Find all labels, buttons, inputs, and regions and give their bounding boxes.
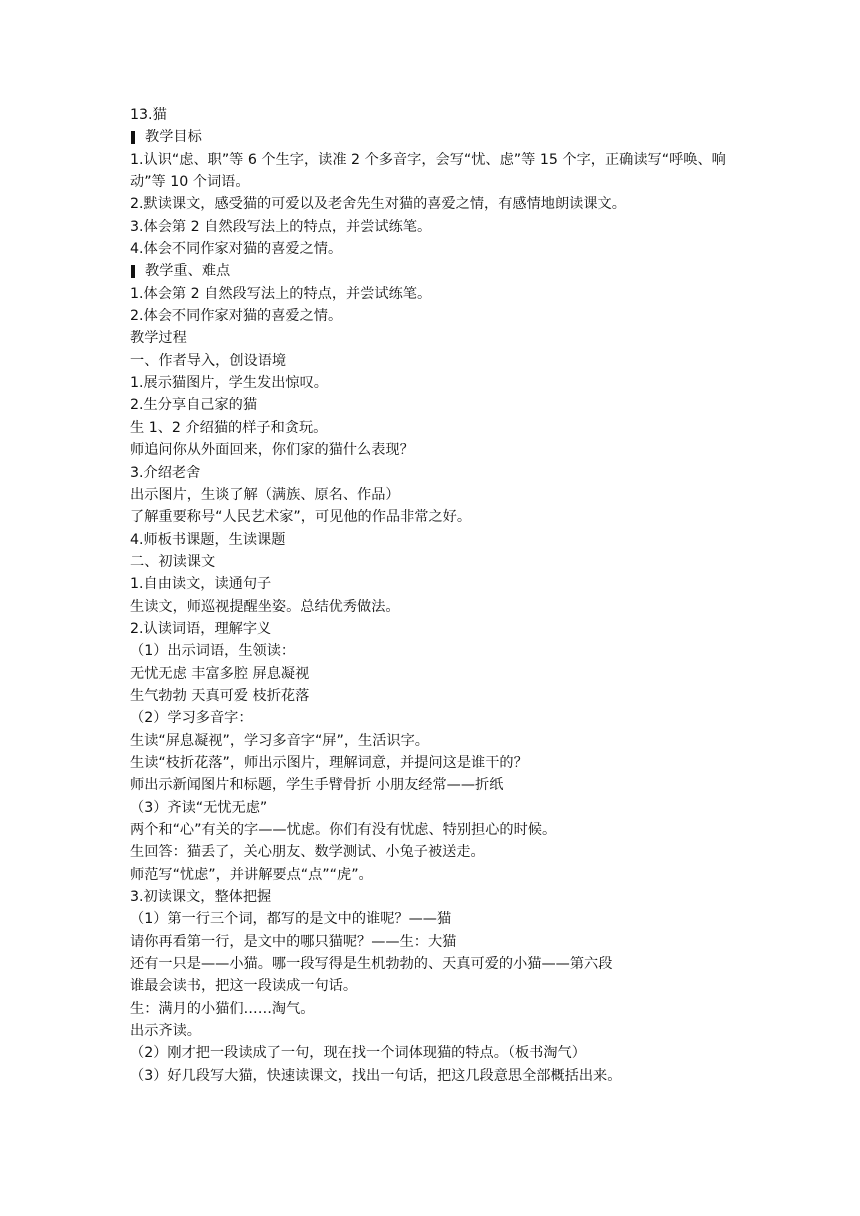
paragraph-line: 生读“屏息凝视”，学习多音字“屏”，生活识字。 bbox=[130, 732, 429, 749]
objective-2: 2.默读课文，感受猫的可爱以及老舍先生对猫的喜爱之情，有感情地朗读课文。 bbox=[130, 196, 626, 213]
paragraph-line: （3）好几段写大猫，快速读课文，找出一句话，把这几段意思全部概括出来。 bbox=[130, 1067, 622, 1084]
bullet-marker-icon bbox=[131, 265, 135, 278]
paragraph-line: 3.初读课文，整体把握 bbox=[130, 889, 272, 906]
key-point-1: 1.体会第 2 自然段写法上的特点，并尝试练笔。 bbox=[130, 285, 432, 302]
objective-3: 3.体会第 2 自然段写法上的特点，并尝试练笔。 bbox=[130, 218, 432, 235]
paragraph-line: 生回答：猫丢了，关心朋友、数学测试、小兔子被送走。 bbox=[130, 844, 485, 861]
paragraph-line: 生读“枝折花落”，师出示图片，理解词意，并提问这是谁干的？ bbox=[130, 754, 528, 771]
section-heading-process: 教学过程 bbox=[130, 330, 187, 347]
paragraph-line: 3.介绍老舍 bbox=[130, 464, 201, 481]
paragraph-line: 2.认读词语，理解字义 bbox=[130, 620, 272, 637]
section-heading-key-points bbox=[130, 260, 750, 282]
process-part-2-heading: 二、初读课文 bbox=[130, 553, 216, 570]
paragraph-line: 谁最会读书，把这一段读成一句话。 bbox=[130, 978, 358, 995]
paragraph-line: （1）第一行三个词，都写的是文中的谁呢？——猫 bbox=[130, 911, 452, 928]
section-heading-objectives bbox=[130, 126, 750, 148]
vocabulary-row: 无忧无虑 丰富多腔 屏息凝视 bbox=[130, 665, 310, 682]
paragraph-line: 出示齐读。 bbox=[130, 1023, 201, 1040]
paragraph-line: 2.生分享自己家的猫 bbox=[130, 397, 258, 414]
paragraph-line: 还有一只是——小猫。哪一段写得是生机勃勃的、天真可爱的小猫——第六段 bbox=[130, 956, 613, 973]
paragraph-line: 1.自由读文，读通句子 bbox=[130, 576, 272, 593]
paragraph-line: 1.展示猫图片，学生发出惊叹。 bbox=[130, 375, 328, 392]
paragraph-line: 师出示新闻图片和标题，学生手臂骨折 小朋友经常——折纸 bbox=[130, 777, 504, 794]
paragraph-line: 了解重要称号“人民艺术家”，可见他的作品非常之好。 bbox=[130, 509, 472, 526]
paragraph-line: 请你再看第一行，是文中的哪只猫呢？——生：大猫 bbox=[130, 933, 457, 950]
bullet-marker-icon bbox=[131, 131, 135, 144]
document-body bbox=[130, 104, 750, 1087]
paragraph-line: （1）出示词语，生领读： bbox=[130, 643, 296, 660]
paragraph-line: （2）刚才把一段读成了一句，现在找一个词体现猫的特点。（板书淘气） bbox=[130, 1045, 586, 1062]
paragraph-line: 生：满月的小猫们……淘气。 bbox=[130, 1000, 315, 1017]
paragraph-line: 4.师板书课题，生读课题 bbox=[130, 531, 286, 548]
section-heading-text: 教学重、难点 bbox=[145, 263, 231, 280]
section-heading-text: 教学目标 bbox=[145, 129, 202, 146]
paragraph-line: 生 1、2 介绍猫的样子和贪玩。 bbox=[130, 419, 328, 436]
lesson-title: 13.猫 bbox=[130, 107, 167, 123]
paragraph-line: 出示图片，生谈了解（满族、原名、作品） bbox=[130, 486, 400, 503]
paragraph-line: 两个和“心”有关的字——忧虑。你们有没有忧虑、特别担心的时候。 bbox=[130, 822, 557, 838]
paragraph-line: 生读文，师巡视提醒坐姿。总结优秀做法。 bbox=[130, 598, 400, 615]
paragraph-line: 师范写“忧虑”，并讲解要点“点”“虎”。 bbox=[130, 866, 373, 883]
paragraph-line: （3）齐读“无忧无虑” bbox=[130, 799, 268, 816]
paragraph-line: 师追问你从外面回来，你们家的猫什么表现？ bbox=[130, 442, 414, 459]
process-part-1-heading: 一、作者导入，创设语境 bbox=[130, 352, 287, 369]
paragraph-line: （2）学习多音字： bbox=[130, 710, 253, 727]
objective-4: 4.体会不同作家对猫的喜爱之情。 bbox=[130, 241, 343, 258]
objective-1: 1.认识“虑、职”等 6 个生字，读准 2 个多音字，会写“忧、虑”等 15 个字，正确读写“呼唤、响动”等 10 个词语。 bbox=[130, 151, 726, 191]
vocabulary-row: 生气勃勃 天真可爱 枝折花落 bbox=[130, 687, 310, 704]
key-point-2: 2.体会不同作家对猫的喜爱之情。 bbox=[130, 308, 343, 325]
